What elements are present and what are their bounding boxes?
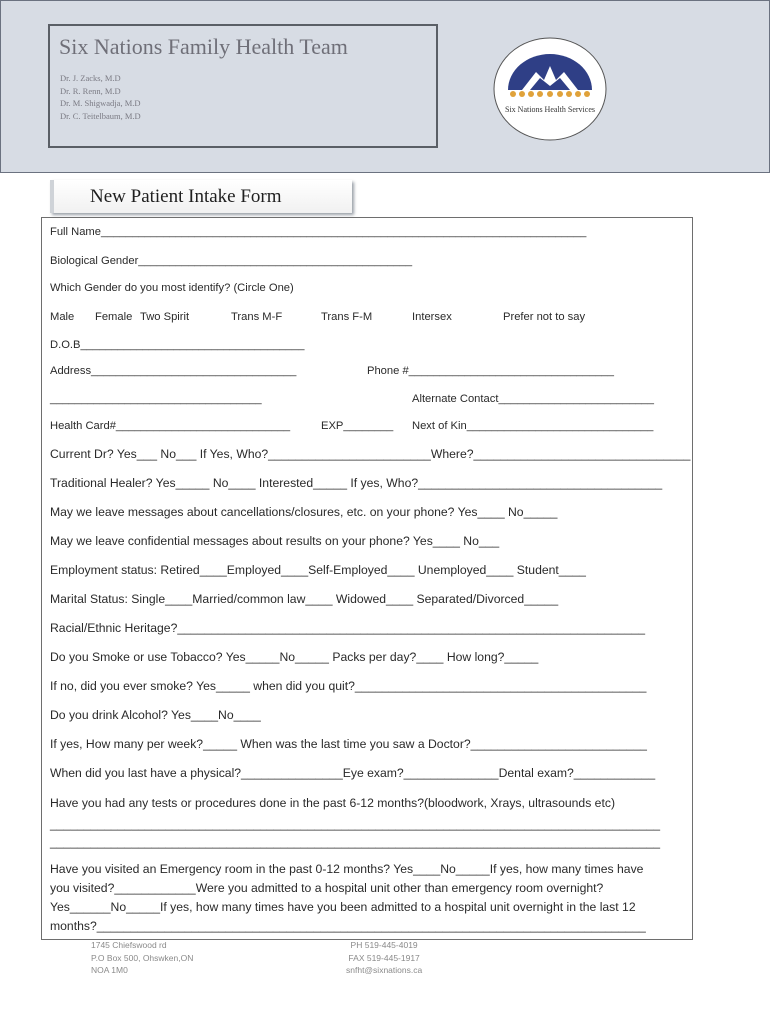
title-box [48,24,438,148]
emergency-room-field[interactable]: you visited?____________Were you admitted to a hospital unit other than emergency room overnight? [50,881,604,895]
tests-answer-line[interactable]: __________________________________________________________________________________________ [50,817,661,831]
heritage-field[interactable]: Racial/Ethnic Heritage?_____________________________________________________________________ [50,621,646,635]
confidential-messages-field[interactable]: May we leave confidential messages about results on your phone? Yes____ No___ [50,534,500,548]
form-title: New Patient Intake Form [90,186,282,207]
doctor-name: Dr. R. Renn, M.D [60,85,121,96]
doctor-list [60,72,141,122]
per-week-field[interactable]: If yes, How many per week?_____ When was the last time you saw a Doctor?__________________________ [50,737,647,751]
emergency-room-field[interactable]: months?_________________________________________________________________________________ [50,919,646,933]
six-nations-health-logo [492,36,608,142]
dob-field[interactable]: D.O.B____________________________________ [50,339,305,351]
ever-smoke-field[interactable]: If no, did you ever smoke? Yes_____ when did you quit?___________________________________________ [50,679,647,693]
address-line2-field[interactable]: __________________________________ [50,393,262,405]
gender-option-prefer-not[interactable]: Prefer not to say [503,311,586,323]
form-title-tab [50,180,352,213]
doctor-name: Dr. J. Zacks, M.D [60,73,121,83]
current-doctor-field[interactable]: Current Dr? Yes___ No___ If Yes, Who?________________________Where?________________________________ [50,447,691,461]
next-of-kin-field[interactable]: Next of Kin______________________________ [412,420,654,432]
footer-address-line: NOA 1M0 [91,965,128,975]
address-field[interactable]: Address_________________________________ [50,365,297,377]
full-name-field[interactable]: Full Name______________________________________________________________________________ [50,226,587,238]
employment-status-field[interactable]: Employment status: Retired____Employed____Self-Employed____ Unemployed____ Student____ [50,563,586,577]
biological-gender-field[interactable]: Biological Gender____________________________________________ [50,255,413,267]
gender-question: Which Gender do you most identify? (Circle One) [50,282,294,294]
physical-exam-field[interactable]: When did you last have a physical?_______________Eye exam?______________Dental exam?____________ [50,766,656,780]
gender-option-two-spirit[interactable]: Two Spirit [140,311,190,323]
footer-address-line: P.O Box 500, Ohswken,ON [91,952,194,963]
gender-option-male[interactable]: Male [50,311,75,323]
doctor-name: Dr. M. Shigwadja, M.D [60,98,141,108]
tests-question: Have you had any tests or procedures done in the past 6-12 months?(bloodwork, Xrays, ultrasounds etc) [50,796,615,810]
gender-option-intersex[interactable]: Intersex [412,311,452,323]
alternate-contact-field[interactable]: Alternate Contact_________________________ [412,393,654,405]
smoke-field[interactable]: Do you Smoke or use Tobacco? Yes_____No_____ Packs per day?____ How long?_____ [50,650,539,664]
marital-status-field[interactable]: Marital Status: Single____Married/common law____ Widowed____ Separated/Divorced_____ [50,592,559,606]
footer-address-line: 1745 Chiefswood rd [91,940,167,950]
footer-phone: PH 519-445-4019 [350,940,418,950]
alcohol-field[interactable]: Do you drink Alcohol? Yes____No____ [50,708,261,722]
emergency-room-field[interactable]: Have you visited an Emergency room in the past 0-12 months? Yes____No_____If yes, how many times have [50,862,644,876]
tests-answer-line[interactable]: __________________________________________________________________________________________ [50,835,661,849]
form-box [41,217,693,940]
exp-field[interactable]: EXP________ [321,420,394,432]
footer-contact [346,939,422,977]
team-name: Six Nations Family Health Team [59,34,348,59]
footer-address [91,939,193,977]
footer-email: snfht@sixnations.ca [346,965,423,975]
traditional-healer-field[interactable]: Traditional Healer? Yes_____ No____ Interested_____ If yes, Who?____________________________________ [50,476,663,490]
health-card-field[interactable]: Health Card#____________________________ [50,420,291,432]
phone-field[interactable]: Phone #_________________________________ [367,365,615,377]
footer-fax: FAX 519-445-1917 [348,952,420,963]
doctor-name: Dr. C. Teitelbaum, M.D [60,110,141,121]
emergency-room-field[interactable]: Yes______No_____If yes, how many times have you been admitted to a hospital unit overnight in the last 12 [50,900,636,914]
gender-option-trans-m-f[interactable]: Trans M-F [231,311,283,323]
gender-option-female[interactable]: Female [95,311,133,323]
logo-text: Six Nations Health Services [505,105,595,114]
leave-messages-field[interactable]: May we leave messages about cancellations/closures, etc. on your phone? Yes____ No_____ [50,505,558,519]
gender-option-trans-f-m[interactable]: Trans F-M [321,311,373,323]
